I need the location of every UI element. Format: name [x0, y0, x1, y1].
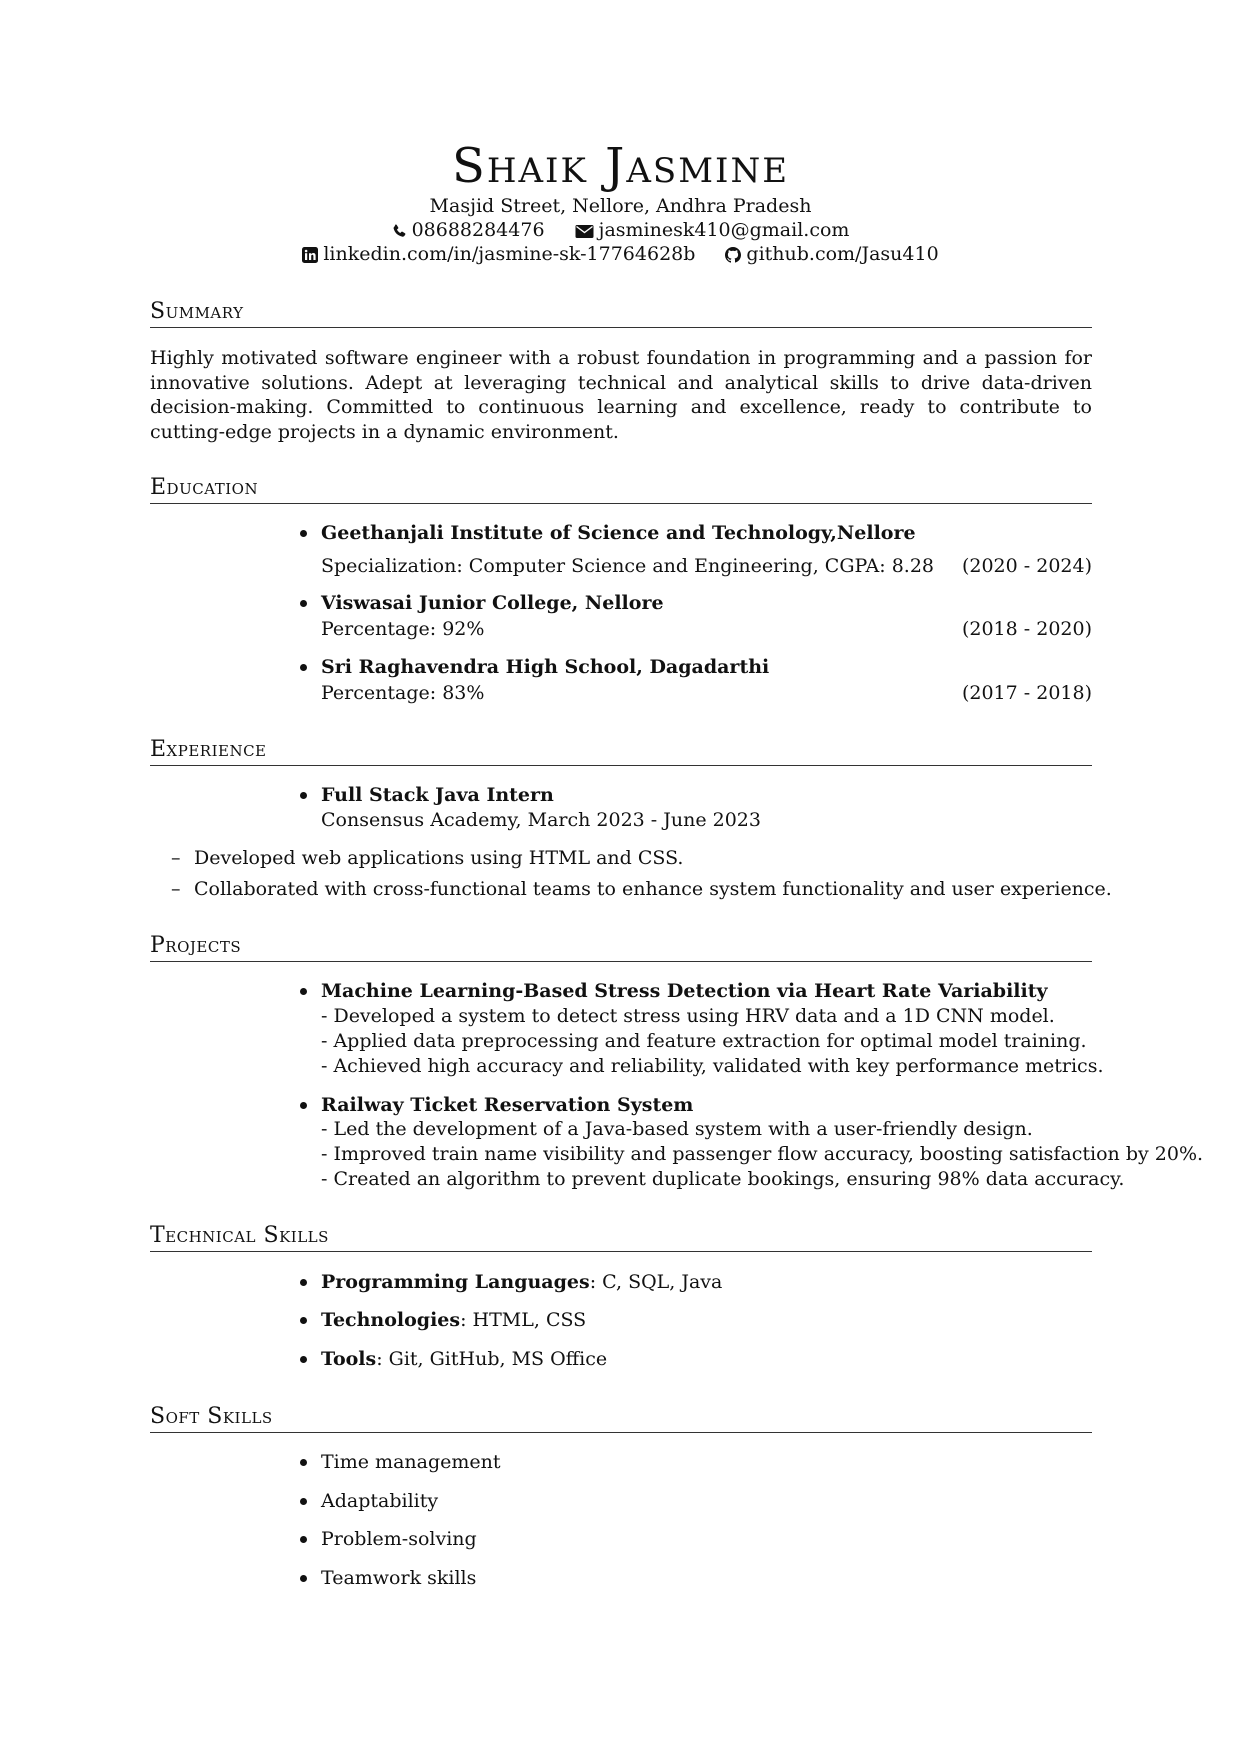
dash-marker: – — [171, 847, 181, 869]
skill-label: Technologies — [321, 1309, 461, 1331]
bullet-icon — [300, 664, 307, 671]
education-years: (2020 - 2024) — [961, 555, 1092, 577]
school-name: Geethanjali Institute of Science and Technology,Nellore — [321, 522, 916, 544]
bullet-icon — [300, 530, 307, 537]
links-line — [0, 242, 1241, 269]
bullet-icon — [300, 600, 307, 607]
bullet-icon — [300, 1575, 307, 1582]
resume-page: Shaik Jasmine Masjid Street, Nellore, Andhra Pradesh 08688284476 jasminesk410@gmail.com linkedin.com/in/jasmine-sk-17764628b github.com/Jasu410 Summary Highly motivated software engineer with a robust foundation in programming and a passion for innovative solutions. Adept at leveraging technical and analytical skills to drive data-driven decision-making. Committed to continuous learning and excellence, ready to contribute to cutting-edge projects in a dynamic environment. Education Geethanjali Institute of Science and Technology,Nellore Specialization: Computer Science and Engineering, CGPA: 8.28 (2020 - 2024) Viswasai Junior College, Nellore Percentage: 92% (2018 - 2020) Sri Raghavendra High School, Dagadarthi Percentage: 83% (2017 - 2018) Experience Full Stack Java Intern Consensus Academy, March 2023 - June 2023 – Developed web applications using HTML and CSS. – Collaborated with cross-functional teams to enhance system functionality and user experience. Projects Machine Learning-Based Stress Detection via Heart Rate Variability - Developed a system to detect stress using HRV data and a 1D CNN model. - Applied data preprocessing and feature extraction for optimal model training. - Achieved high accuracy and reliability, validated with key performance metrics. Railway Ticket Reservation System - Led the development of a Java-based system with a user-friendly design. - Improved train name visibility and passenger flow accuracy, boosting satisfaction by 20%. - Created an algorithm to prevent duplicate bookings, ensuring 98% data accuracy. Technical Skills Programming Languages: C, SQL, Java Technologies: HTML, CSS Tools: Git, GitHub, MS Office Soft Skills Time management Adaptability Problem-solving Teamwork skills — [0, 0, 1241, 1754]
project-line: - Improved train name visibility and passenger flow accuracy, boosting satisfaction by 20%. — [321, 1143, 1204, 1165]
school-name: Viswasai Junior College, Nellore — [321, 592, 664, 614]
projects-heading: Projects — [150, 933, 1092, 962]
email-link[interactable]: jasminesk410@gmail.com — [598, 219, 850, 241]
skill-value: : HTML, CSS — [460, 1309, 587, 1331]
bullet-icon — [300, 1536, 307, 1543]
school-name: Sri Raghavendra High School, Dagadarthi — [321, 656, 770, 678]
bullet-icon — [300, 1279, 307, 1286]
education-detail: Percentage: 92% — [321, 618, 485, 640]
project-line: - Developed a system to detect stress using HRV data and a 1D CNN model. — [321, 1005, 1055, 1027]
skill-value: : Git, GitHub, MS Office — [376, 1348, 608, 1370]
education-years: (2017 - 2018) — [961, 682, 1092, 704]
project-name: Railway Ticket Reservation System — [321, 1094, 694, 1116]
experience-point: – Collaborated with cross-functional teams to enhance system functionality and user experience. — [171, 878, 1112, 900]
bullet-icon — [300, 1317, 307, 1324]
contact-line — [0, 218, 1241, 245]
summary-heading: Summary — [150, 299, 1092, 328]
summary-text: Highly motivated software engineer with a robust foundation in programming and a passion for innovative solutions. Adept at leveraging technical and analytical skills to drive data-driven decision-making. Committed to continuous learning and excellence, ready to contribute to cutting-edge projects in a dynamic environment. — [150, 347, 1092, 443]
education-detail: Percentage: 83% — [321, 682, 485, 704]
experience-org: Consensus Academy, March 2023 - June 2023 — [321, 809, 761, 831]
experience-heading: Experience — [150, 737, 1092, 766]
skill-label: Tools — [321, 1348, 377, 1370]
experience-point: – Developed web applications using HTML and CSS. — [171, 847, 684, 869]
skill-label: Programming Languages — [321, 1271, 590, 1293]
soft-skills-heading: Soft Skills — [150, 1404, 1092, 1433]
project-line: - Achieved high accuracy and reliability, validated with key performance metrics. — [321, 1055, 1104, 1077]
bullet-icon — [300, 1498, 307, 1505]
bullet-icon — [300, 1102, 307, 1109]
bullet-icon — [300, 1356, 307, 1363]
address-line: Masjid Street, Nellore, Andhra Pradesh — [429, 195, 812, 217]
education-detail: Specialization: Computer Science and Engineering, CGPA: 8.28 — [321, 555, 935, 577]
skill-value: : C, SQL, Java — [589, 1271, 723, 1293]
github-link[interactable]: github.com/Jasu410 — [746, 243, 939, 265]
project-line: - Applied data preprocessing and feature extraction for optimal model training. — [321, 1030, 1087, 1052]
bullet-icon — [300, 792, 307, 799]
bullet-icon — [300, 988, 307, 995]
phone-number[interactable]: 08688284476 — [411, 219, 545, 241]
project-name: Machine Learning-Based Stress Detection via Heart Rate Variability — [321, 980, 1048, 1002]
education-heading: Education — [150, 475, 1092, 504]
education-years: (2018 - 2020) — [961, 618, 1092, 640]
linkedin-link[interactable]: linkedin.com/in/jasmine-sk-17764628b — [323, 243, 696, 265]
github-icon — [725, 245, 741, 269]
dash-marker: – — [171, 878, 181, 900]
linkedin-icon — [302, 245, 318, 269]
technical-skills-heading: Technical Skills — [150, 1223, 1092, 1252]
project-line: - Created an algorithm to prevent duplicate bookings, ensuring 98% data accuracy. — [321, 1168, 1125, 1190]
candidate-name: Shaik Jasmine — [451, 138, 790, 194]
bullet-icon — [300, 1459, 307, 1466]
project-line: - Led the development of a Java-based system with a user-friendly design. — [321, 1118, 1033, 1140]
experience-role: Full Stack Java Intern — [321, 784, 554, 806]
